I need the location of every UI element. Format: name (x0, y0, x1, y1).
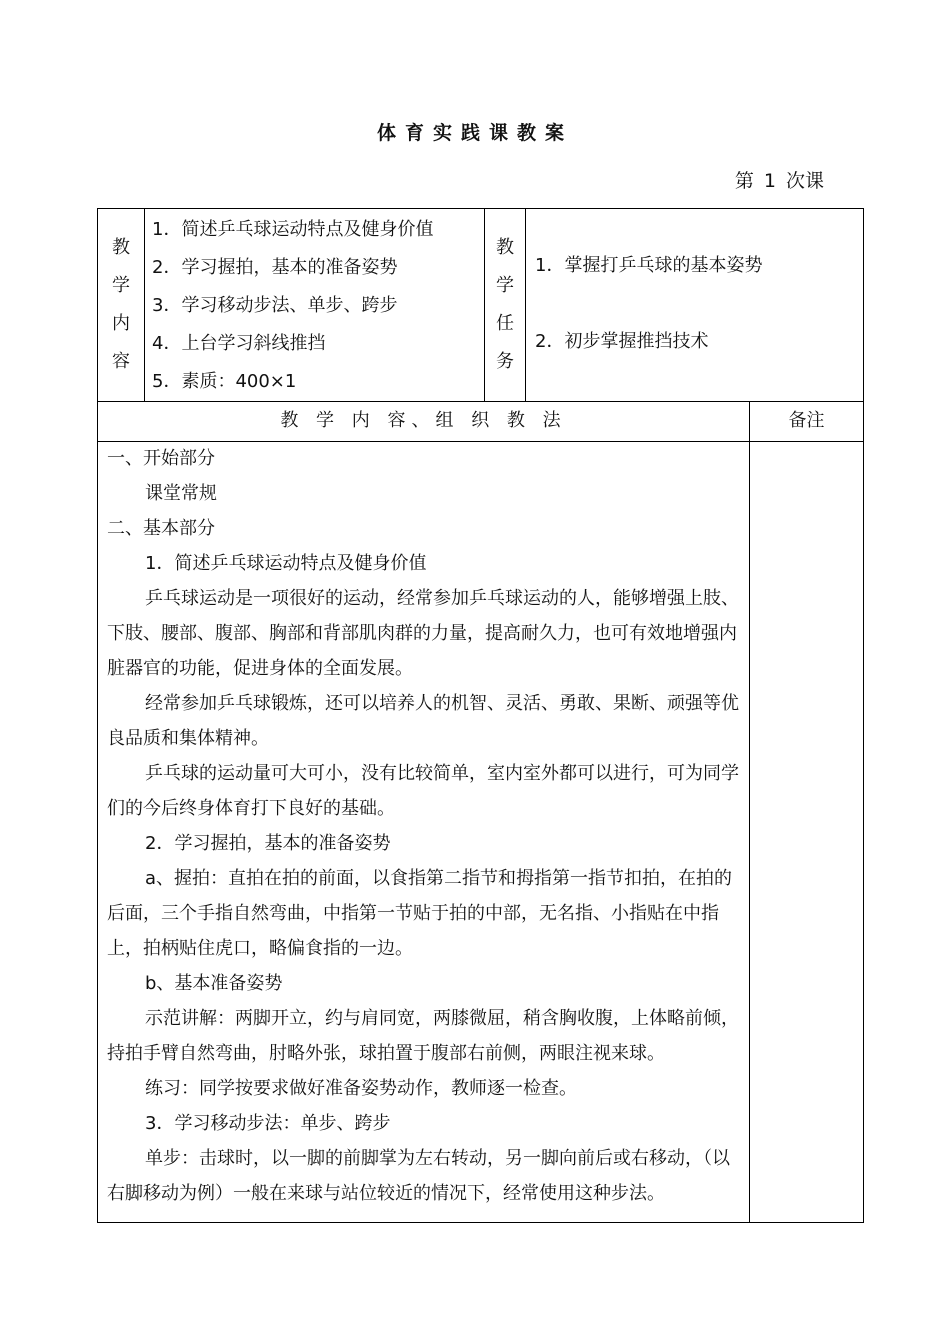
content-label-char: 教 (112, 237, 130, 258)
content-item: 4．上台学习斜线推挡 (152, 333, 326, 354)
divider (749, 441, 750, 1222)
paragraph: 经常参加乒乓球锻炼，还可以培养人的机智、灵活、勇敢、果断、顽强等优良品质和集体精神。 (107, 693, 739, 749)
section-heading: 二、基本部分 (107, 518, 215, 539)
task-list (535, 247, 762, 361)
sub-heading: 2．学习握拍，基本的准备姿势 (145, 833, 391, 854)
content-label-char: 容 (112, 351, 130, 372)
content-label-char: 内 (112, 313, 130, 334)
task-label-char: 学 (496, 275, 514, 296)
content-item: 3．学习移动步法、单步、跨步 (152, 295, 398, 316)
paragraph: 课堂常规 (145, 483, 217, 504)
sub-heading: 3．学习移动步法：单步、跨步 (145, 1113, 391, 1134)
content-label (98, 209, 144, 401)
section-heading: 一、开始部分 (107, 448, 215, 469)
lesson-text (107, 441, 743, 1211)
paragraph: 乒乓球的运动量可大可小，没有比较简单，室内室外都可以进行，可为同学们的今后终身体育打下良好的基础。 (107, 763, 739, 819)
paragraph: 示范讲解：两脚开立，约与肩同宽，两膝微屈，稍含胸收腹，上体略前倾，持拍手臂自然弯曲，肘略外张，球拍置于腹部右前侧，两眼注视来球。 (107, 1008, 739, 1064)
divider (144, 209, 145, 401)
section-header-row (97, 401, 864, 442)
paragraph: 乒乓球运动是一项很好的运动，经常参加乒乓球运动的人，能够增强上肢、下肢、腰部、腹部、胸部和背部肌肉群的力量，提高耐久力，也可有效地增强内脏器官的功能，促进身体的全面发展。 (107, 588, 739, 679)
paragraph: a、握拍：直拍在拍的前面，以食指第二指节和拇指第一指节扣拍，在拍的后面，三个手指自然弯曲，中指第一节贴于拍的中部，无名指、小指贴在中指上，拍柄贴住虎口，略偏食指的一边。 (107, 868, 733, 959)
task-item: 2．初步掌握推挡技术 (535, 331, 709, 352)
document-title: 体育实践课教案 (376, 122, 573, 144)
task-label-char: 教 (496, 237, 514, 258)
paragraph: 单步：击球时，以一脚的前脚掌为左右转动，另一脚向前后或右移动，（以右脚移动为例）一般在来球与站位较近的情况下，经常使用这种步法。 (107, 1148, 730, 1204)
task-item: 1．掌握打乒乓球的基本姿势 (535, 255, 763, 276)
remarks-header: 备注 (788, 410, 825, 431)
content-item: 2．学习握拍，基本的准备姿势 (152, 257, 398, 278)
divider (525, 209, 526, 401)
content-label-char: 学 (112, 275, 130, 296)
content-item: 1．简述乒乓球运动特点及健身价值 (152, 219, 434, 240)
lesson-body (97, 441, 864, 1223)
paragraph: b、基本准备姿势 (145, 973, 283, 994)
task-label-char: 务 (496, 351, 514, 372)
content-list (152, 211, 433, 401)
task-label (485, 209, 525, 401)
task-label-char: 任 (496, 313, 514, 334)
lesson-overview-table (97, 208, 864, 402)
sub-heading: 1．简述乒乓球运动特点及健身价值 (145, 553, 427, 574)
lesson-number: 第 1 次课 (734, 170, 824, 192)
section-title: 教 学 内 容、组 织 教 法 (280, 410, 567, 431)
paragraph: 练习：同学按要求做好准备姿势动作，教师逐一检查。 (145, 1078, 577, 1099)
content-item: 5．素质：400×1 (152, 371, 297, 392)
